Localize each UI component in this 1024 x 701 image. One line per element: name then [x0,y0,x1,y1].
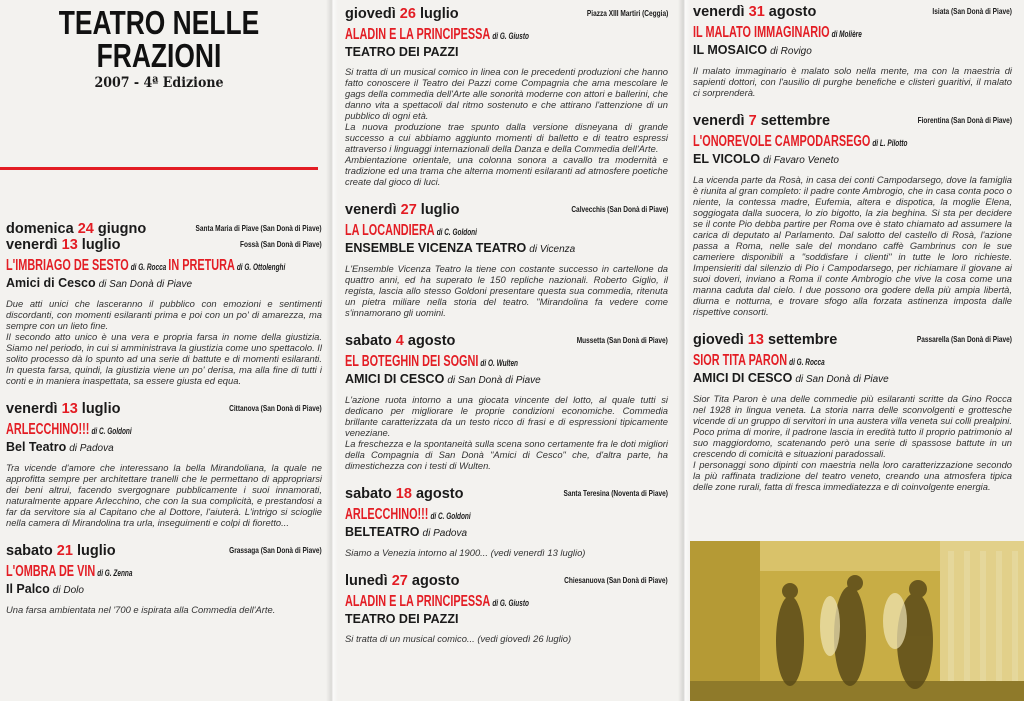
weekday: venerdì [6,401,58,417]
weekday: giovedì [345,6,396,22]
edition: 2007 - 4ª Edizione [94,75,224,91]
play-title: LA LOCANDIERA [345,222,435,239]
play-author: di G. Giusto [492,31,529,42]
title-line [693,352,1012,370]
play-author: di L. Pilotto [872,138,908,149]
venue-location: Santa Teresina (Noventa di Piave) [563,488,668,498]
month: luglio [81,237,121,253]
event-listing [6,220,322,386]
title-line-wrap [693,133,1012,152]
title-line [345,222,668,240]
company-name: Il Palco [6,582,50,596]
page-fold [326,0,338,701]
day-number: 27 [391,573,408,589]
company-origin: di Dolo [52,585,84,596]
description-paragraph: Siamo a Venezia intorno al 1900... (vedi venerdì 13 luglio) [345,547,586,558]
day-number: 13 [61,401,78,417]
description-paragraph: Due atti unici che lasceranno il pubblico con emozioni e sentimenti discordanti, con momenti esilaranti prima e poi con un po' di amarezza, ma sempre con un lieto fine. [6,298,322,331]
theatre-company [345,241,668,257]
date-line [345,201,668,217]
month: luglio [76,543,116,559]
play-description [6,604,322,615]
description-paragraph: L'azione ruota intorno a una giocata vincente del lotto, al quale tutti si dedicano per migliorare le proprie condizioni economiche. Commedia brillante caratterizzata da un testo ricco di frasi e di espressioni tipicamente veneziane. [345,394,668,438]
play-description [6,462,322,528]
play-author: di C. Goldoni [436,227,477,238]
event-listing [345,332,668,471]
play-description [693,393,1012,492]
play-title: ALADIN E LA PRINCIPESSA [345,26,491,43]
theatre-company [6,440,322,456]
month: luglio [419,6,459,22]
title-line [345,26,668,44]
event-date [693,113,830,129]
event-listing [345,485,668,558]
title-line-1: TEATRO NELLE [58,4,260,41]
title-line [6,257,322,275]
title-line-2: FRAZIONI [96,37,222,74]
event-listing [693,112,1012,317]
date-line [6,542,322,558]
play-title: ARLECCHINO!!! [6,421,90,438]
event-date [6,221,146,237]
column-2 [345,5,668,658]
title-line-wrap [345,506,668,525]
month: agosto [415,486,464,502]
company-name: Amici di Cesco [6,276,96,290]
company-name: AMICI DI CESCO [345,372,445,386]
date-line [345,485,668,501]
venue-location: Fiorentina (San Donà di Piave) [917,115,1012,125]
title-line-wrap [6,421,322,440]
play-description [345,394,668,471]
weekday: venerdì [345,202,397,218]
company-origin: di San Donà di Piave [447,375,541,386]
play-title: L'OMBRA DE VIN [6,563,96,580]
play-author: di G. Rocca [789,357,825,368]
company-name: ENSEMBLE VICENZA TEATRO [345,241,527,255]
venue-location: Isiata (San Donà di Piave) [932,6,1012,16]
company-origin: di Vicenza [529,244,576,255]
day-number: 4 [395,333,404,349]
description-paragraph: La vicenda parte da Rosà, in casa dei conti Campodarsego, dove la famiglia è riunita al gran completo: il padre conte Ambrogio, che in casa conta poco o niente, la contessa madre, Eufemia, altera e dispotica, la moglie Elena, soggiogata dalla suocera, lo zio bigotto, la zia beghina. Si sta per decidere se il conte Pio debba partire per Roma ove è stato chiamato ad assumere la carica di deputato al Parlamento. Dal salotto del castello di Rosà, l'azione passa a Roma, nelle sale del mondano caffè Gambrinus con le sue cameriere disponibili a "soddisfare i clienti" in tutte le loro richieste. Impensieriti dal silenzio di Pio i Campodarsego, per richiamare il giovane ai suoi doveri, inviano a Roma il conte Ambrogio che vive la cosa come una manna caduta dal cielo. I due possono ora godere della più ampia libertà, diurna e notturna, e trovare sfogo alla forzata astinenza imposta dalle rispettive consorti. [693,174,1012,317]
month: agosto [768,4,817,20]
day-number: 26 [399,6,416,22]
title-line [345,593,668,611]
venue-location: Chiesanuova (San Donà di Piave) [564,575,668,585]
page-fold [678,0,690,701]
theatre-company [345,45,668,60]
theatre-company [6,276,322,292]
date-line [693,3,1012,19]
play-title: ARLECCHINO!!! [345,506,429,523]
event-listing [345,201,668,318]
weekday: venerdì [693,4,745,20]
play-title: IN PRETURA [168,257,235,274]
venue-location: Grassaga (San Donà di Piave) [229,545,322,555]
date-line [345,5,668,21]
theatre-company [693,371,1012,387]
play-title: SIOR TITA PARON [693,352,788,369]
venue-location: Santa Maria di Piave (San Donà di Piave) [196,223,322,233]
day-number: 21 [56,543,73,559]
month: settembre [767,332,838,348]
play-description [6,298,322,386]
play-author: di G. Ottolenghi [236,262,286,273]
company-name: BELTEATRO [345,525,420,539]
title-line-wrap [6,563,322,582]
event-date [345,333,455,349]
description-paragraph: La nuova produzione trae spunto dalla versione disneyana di grande successo a cui abbiamo aggiunto momenti di balletto e di teatro espressi attraverso i linguaggi internazionali della Danza e della Commedia dell'Arte. [345,121,668,154]
company-name: AMICI DI CESCO [693,371,793,385]
theatre-company [693,152,1012,168]
title-line [6,563,322,581]
company-name: EL VICOLO [693,152,761,166]
theatre-company [6,582,322,598]
play-description [345,633,668,644]
month: settembre [760,113,831,129]
company-name: IL MOSAICO [693,43,768,57]
event-date [345,202,459,218]
event-date [693,332,837,348]
event-date [6,401,120,417]
column-1 [6,220,322,629]
description-paragraph: La freschezza e la spontaneità sulla scena sono certamente fra le doti migliori della Compagnia di San Donà "Amici di Cesco" che, d'altra parte, ha dimestichezza con i testi di Wulten. [345,438,668,471]
weekday: giovedì [693,332,744,348]
play-author: di G. Giusto [492,598,529,609]
stage-photo [690,541,1024,701]
play-author: di O. Wulten [480,358,519,369]
event-listing [6,400,322,528]
date-line [6,220,322,236]
company-origin: di Padova [422,528,468,539]
red-divider [0,167,318,170]
date-line [693,112,1012,128]
weekday: sabato [345,486,392,502]
weekday: sabato [345,333,392,349]
month: giugno [97,221,147,237]
play-title: EL BOTEGHIN DEI SOGNI [345,353,479,370]
month: luglio [81,401,121,417]
play-description [693,174,1012,317]
event-date [345,6,459,22]
weekday: venerdì [693,113,745,129]
company-name: TEATRO DEI PAZZI [345,612,459,626]
event-date [693,4,816,20]
event-listing [693,331,1012,492]
play-author: di C. Goldoni [430,511,471,522]
event-listing [345,572,668,644]
title-line-wrap [345,593,668,612]
weekday: domenica [6,221,74,237]
description-paragraph: Il secondo atto unico è una vera e propria farsa in nome della giustizia. Siamo nel periodo, in cui si amministrava la giustizia come uno spettacolo. Il solito processo dà lo spunto ad una serie di battute e di momenti esilaranti. In questa farsa, quindi, la giustizia viene un po' derisa, ma alla fine di tutti i conti e in maniera inaspettata, sa essere giusta ed equa. [6,331,322,386]
description-paragraph: Tra vicende d'amore che interessano la bella Mirandoliana, la quale ne approfitta sempre per architettare tranelli che le permettano di appropriarsi dei beni altrui, facendo svergognare pubblicamente i suoi innamorati, naturalmente appare Arlecchino, che con la sua complicità, e prestandosi a far da servitore sia al Capitano che al Dottore, l'aiuterà. L'intrigo si scioglie nella camera di Mirandolina tra urla, inseguimenti e colpi di fioretto... [6,462,322,528]
title-line-wrap [345,353,668,372]
brochure-header [0,6,318,91]
venue-location: Cittanova (San Donà di Piave) [229,403,322,413]
company-name: TEATRO DEI PAZZI [345,45,459,59]
play-title: L'IMBRIAGO DE SESTO [6,257,129,274]
date-line [6,236,322,252]
theatre-company [693,43,1012,59]
play-title: ALADIN E LA PRINCIPESSA [345,593,491,610]
venue-location: Piazza XIII Martiri (Ceggia) [586,8,668,18]
date-line [693,331,1012,347]
theatre-company [345,612,668,627]
description-paragraph: Si tratta di un musical comico in linea con le precedenti produzioni che hanno fatto conoscere il Teatro dei Pazzi come Compagnia che ama mescolare le gags della commedia dell'Arte alle sonorità moderne con attori e ballerini, che danno vita a spettacoli dal ritmo sostenuto e che attirano l'attenzione di un pubblico di ogni età. [345,66,668,121]
day-number: 13 [61,237,78,253]
day-number: 13 [747,332,764,348]
title-line-wrap [345,222,668,241]
day-number: 24 [77,221,94,237]
title-line [345,353,668,371]
venue-location: Mussetta (San Donà di Piave) [576,335,668,345]
venue-location: Passarella (San Donà di Piave) [916,334,1012,344]
company-origin: di Favaro Veneto [763,155,839,166]
event-listing [345,5,668,187]
date-line [345,572,668,588]
description-paragraph: Il malato immaginario è malato solo nella mente, ma con la maestria di sapienti dottori, con l'ausilio di purghe benefiche e clisteri guaritivi, il malato ci sorprenderà. [693,65,1012,98]
day-number: 27 [400,202,417,218]
weekday: venerdì [6,237,58,253]
event-date [345,486,463,502]
description-paragraph: I personaggi sono dipinti con maestria nella loro caratterizzazione secondo la più raffinata tradizione del teatro veneto, creando una atmosfera tipica delle zone rurali, fatta di fresca immediatezza e di coinvolgente energia. [693,459,1012,492]
theatre-company [345,525,668,541]
company-origin: di Rovigo [770,46,812,57]
title-line [6,421,322,439]
play-author: di Molière [831,29,862,40]
date-line [6,400,322,416]
play-description [345,66,668,187]
event-date [6,237,120,253]
title-line [693,24,1012,42]
play-author: di G. Zenna [97,568,133,579]
description-paragraph: L'Ensemble Vicenza Teatro la tiene con costante successo in cartellone da quattro anni, ed ha superato le 150 repliche nazionali. Roberto Giglio, il regista, lascia allo stesso Goldoni presentare questa sua commedia, ritenuta un pietra miliare nella storia del teatro. "Mirandolina fa vedere come s'innamorano gli uomini. [345,263,668,318]
company-name: Bel Teatro [6,440,67,454]
event-listing [6,542,322,615]
description-paragraph: Sior Tita Paron è una delle commedie più esilaranti scritte da Gino Rocca nel 1928 in lingua veneta. La storia narra delle sconvolgenti e grottesche vicende di un gruppo di servitori in una austera villa veneta sui colli prealpini. Poco prima di morire, il padrone lascia in eredità tutto il proprio patrimonio al suo maggiordomo, scatenando però una serie di spassose battute in un crescendo di comicità e situazioni paradossali. [693,393,1012,459]
company-origin: di San Donà di Piave [795,374,889,385]
description-paragraph: Si tratta di un musical comico... (vedi giovedì 26 luglio) [345,633,572,644]
company-origin: di Padova [69,443,114,454]
description-paragraph: Una farsa ambientata nel '700 e ispirata alla Commedia dell'Arte. [6,604,276,615]
play-description [345,547,668,558]
theatre-company [345,372,668,388]
description-paragraph: Ambientazione orientale, una colonna sonora a cavallo tra modernità e tradizione ed una trama che alterna momenti esilaranti ad atmosfere poetiche create dal gioco di luci. [345,154,668,187]
play-author: di G. Rocca [130,262,167,273]
date-line [345,332,668,348]
venue-location: Calvecchis (San Donà di Piave) [571,204,668,214]
weekday: sabato [6,543,53,559]
title-line-wrap [345,26,668,45]
month: luglio [420,202,460,218]
play-description [345,263,668,318]
title-line-wrap [693,24,1012,43]
title-line [693,133,1012,151]
month: agosto [411,573,460,589]
event-listing [693,3,1012,98]
event-date [6,543,116,559]
title-line [345,506,668,524]
day-number: 31 [748,4,765,20]
title-line-wrap [6,257,322,276]
play-title: L'ONOREVOLE CAMPODARSEGO [693,133,871,150]
play-title: IL MALATO IMMAGINARIO [693,24,830,41]
weekday: lunedì [345,573,388,589]
day-number: 18 [395,486,412,502]
event-date [345,573,459,589]
column-3 [693,3,1012,506]
month: agosto [407,333,456,349]
day-number: 7 [748,113,757,129]
venue-location: Fossà (San Donà di Piave) [240,239,322,249]
play-author: di C. Goldoni [91,426,132,437]
play-description [693,65,1012,98]
title-line-wrap [693,352,1012,371]
company-origin: di San Donà di Piave [98,279,193,290]
